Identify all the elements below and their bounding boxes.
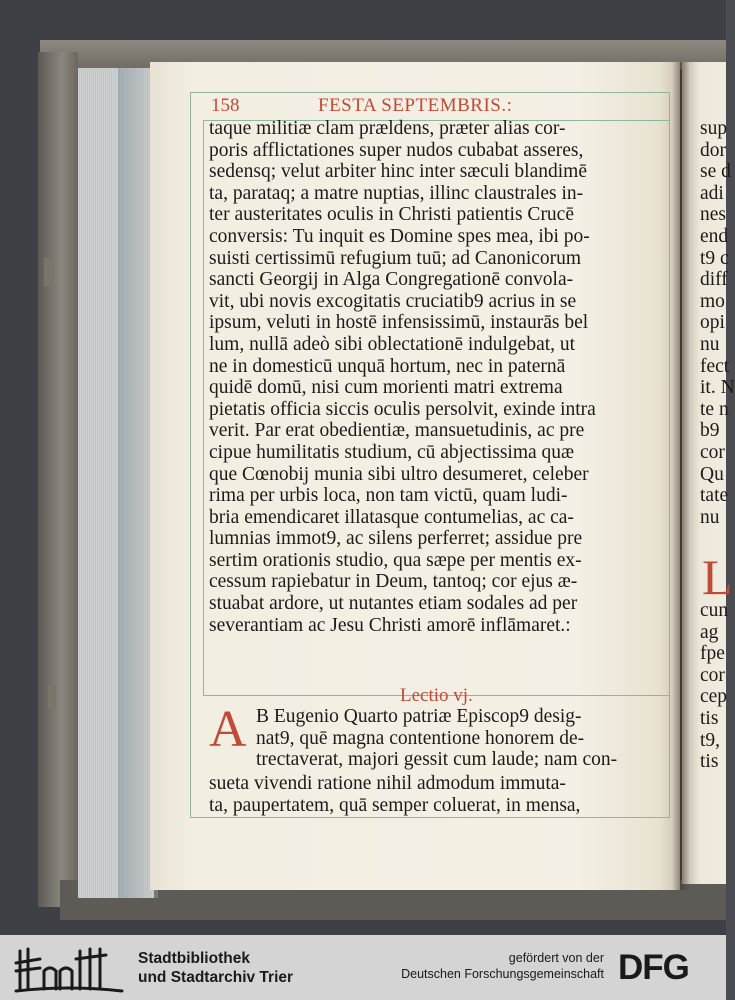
text-line: cipue humilitatis studium, cū abjectissima quæ xyxy=(209,441,575,463)
right-page-line: tate xyxy=(700,485,729,507)
text-line: lum, nullā adeò sibi oblectationē indulgebat, ut xyxy=(209,333,576,355)
right-page-line: fpe xyxy=(700,643,725,665)
right-page-text xyxy=(700,118,735,528)
text-line: sancti Georgij in Alga Congregationē convola- xyxy=(209,269,574,291)
text-line: ne in domesticū unquā hortum, nec in paternā xyxy=(209,355,566,377)
right-page-line: dor xyxy=(700,139,726,161)
lectio-line: nat9, quē magna contentione honorem de- xyxy=(256,727,585,749)
library-name xyxy=(138,949,293,987)
funding-line2: Deutschen Forschungsgemeinschaft xyxy=(401,967,604,981)
right-page-line: b9 xyxy=(700,420,720,442)
text-line: sertim orationis studio, qua sæpe per mentis ex- xyxy=(209,549,582,571)
running-head: FESTA SEPTEMBRIS.: xyxy=(318,95,513,116)
text-line: rima per urbis loca, non tam victū, quam ludi- xyxy=(209,485,568,507)
right-page-line: sup xyxy=(700,118,728,139)
right-page-line: ag xyxy=(700,621,719,643)
text-line: suisti certissimū refugium tuū; ad Canonicorum xyxy=(209,247,582,269)
lectio-line: trectaverat, majori gessit cum laude; nam con- xyxy=(256,749,618,771)
clasp-marker xyxy=(48,686,56,708)
right-page-line: mo xyxy=(700,290,725,312)
text-line: quidē domū, nisi cum morienti matri extrema xyxy=(209,377,563,399)
text-line: cessum rapiebatur in Deum, tantoq; cor ejus æ- xyxy=(209,571,578,593)
page-number: 158 xyxy=(211,95,240,116)
right-page-line: it. N xyxy=(700,377,735,399)
text-line: ter austeritates oculis in Christi patientis Crucē xyxy=(209,204,574,226)
text-line: conversis: Tu inquit es Domine spes mea, ibi po- xyxy=(209,225,590,247)
right-page-line: fect xyxy=(700,355,730,377)
text-line: pietatis officia siccis oculis persolvit, exinde intra xyxy=(209,398,596,420)
right-page-line: nu xyxy=(700,333,720,355)
right-page-line: diff xyxy=(700,269,728,291)
right-page-line: se d xyxy=(700,161,731,183)
right-page-line: cor xyxy=(700,441,725,463)
text-line: taque militiæ clam prældens, præter alias cor- xyxy=(209,118,566,139)
right-page-line: tis xyxy=(700,707,719,729)
text-line: sedensq; velut arbiter hinc inter sæculi blandimē xyxy=(209,161,587,183)
text-line: que Cœnobij munia sibi ultro desumeret, celeber xyxy=(209,463,589,485)
right-page-line: cun xyxy=(700,600,729,621)
stadtbibliothek-logo-icon xyxy=(14,941,126,995)
text-line: lumnias immot9, ac silens perferret; assidue pre xyxy=(209,528,583,550)
right-page-line: end xyxy=(700,225,729,247)
library-name-line2: und Stadtarchiv Trier xyxy=(138,969,294,986)
right-page-line: te n xyxy=(700,398,729,420)
right-page-line: nu xyxy=(700,506,720,528)
text-line: ipsum, veluti in hostē infensissimū, instaurās bel xyxy=(209,312,589,334)
text-line: ta, parataq; a matre nuptias, illinc claustrales in- xyxy=(209,182,584,204)
library-name-line1: Stadtbibliothek xyxy=(138,950,250,967)
text-line: vit, ubi novis excogitatis cruciatib9 acrius in se xyxy=(209,290,577,312)
dfg-logo: DFG xyxy=(618,948,689,987)
right-page-drop-cap: L xyxy=(702,549,733,605)
funding-note xyxy=(401,950,604,982)
main-text-block xyxy=(209,118,669,636)
right-page-line: Qu xyxy=(700,463,724,485)
right-page-line: cep xyxy=(700,686,728,708)
book-cover-left xyxy=(38,52,78,907)
text-line: severantiam ac Jesu Christi amorē inflāmaret.: xyxy=(209,614,571,636)
book-gutter xyxy=(672,62,690,890)
right-page-line: cor xyxy=(700,664,725,686)
text-line: bria emendicaret illatasque contumelias, ac ca- xyxy=(209,506,574,528)
funding-line1: gefördert von der xyxy=(508,951,604,965)
right-page-line: adi xyxy=(700,182,724,204)
text-line: stuabat ardore, ut nutantes etiam sodales ad per xyxy=(209,593,578,615)
clasp-marker xyxy=(44,258,52,286)
right-page-line: opi xyxy=(700,312,725,334)
footer-bar xyxy=(0,935,726,1000)
lectio-line: ta, paupertatem, quā semper coluerat, in mensa, xyxy=(209,794,581,816)
right-page-line: t9 c xyxy=(700,247,729,269)
right-page-line: nes xyxy=(700,204,726,226)
right-page-line: t9, xyxy=(700,729,721,751)
text-line: poris afflictationes super nudos cubabat asseres, xyxy=(209,139,584,161)
lectio-line: sueta vivendi ratione nihil admodum immuta- xyxy=(209,773,566,794)
lectio-heading: Lectio vj. xyxy=(400,685,473,706)
lectio-text xyxy=(209,773,671,816)
drop-cap: A xyxy=(209,701,247,758)
lectio-line: B Eugenio Quarto patriæ Episcop9 desig- xyxy=(256,706,582,727)
text-line: verit. Par erat obedientiæ, mansuetudinis, ac pre xyxy=(209,420,585,442)
lectio-text-indented xyxy=(256,706,672,771)
right-page-line: tis xyxy=(700,751,719,773)
right-page-text-lower xyxy=(700,600,729,773)
